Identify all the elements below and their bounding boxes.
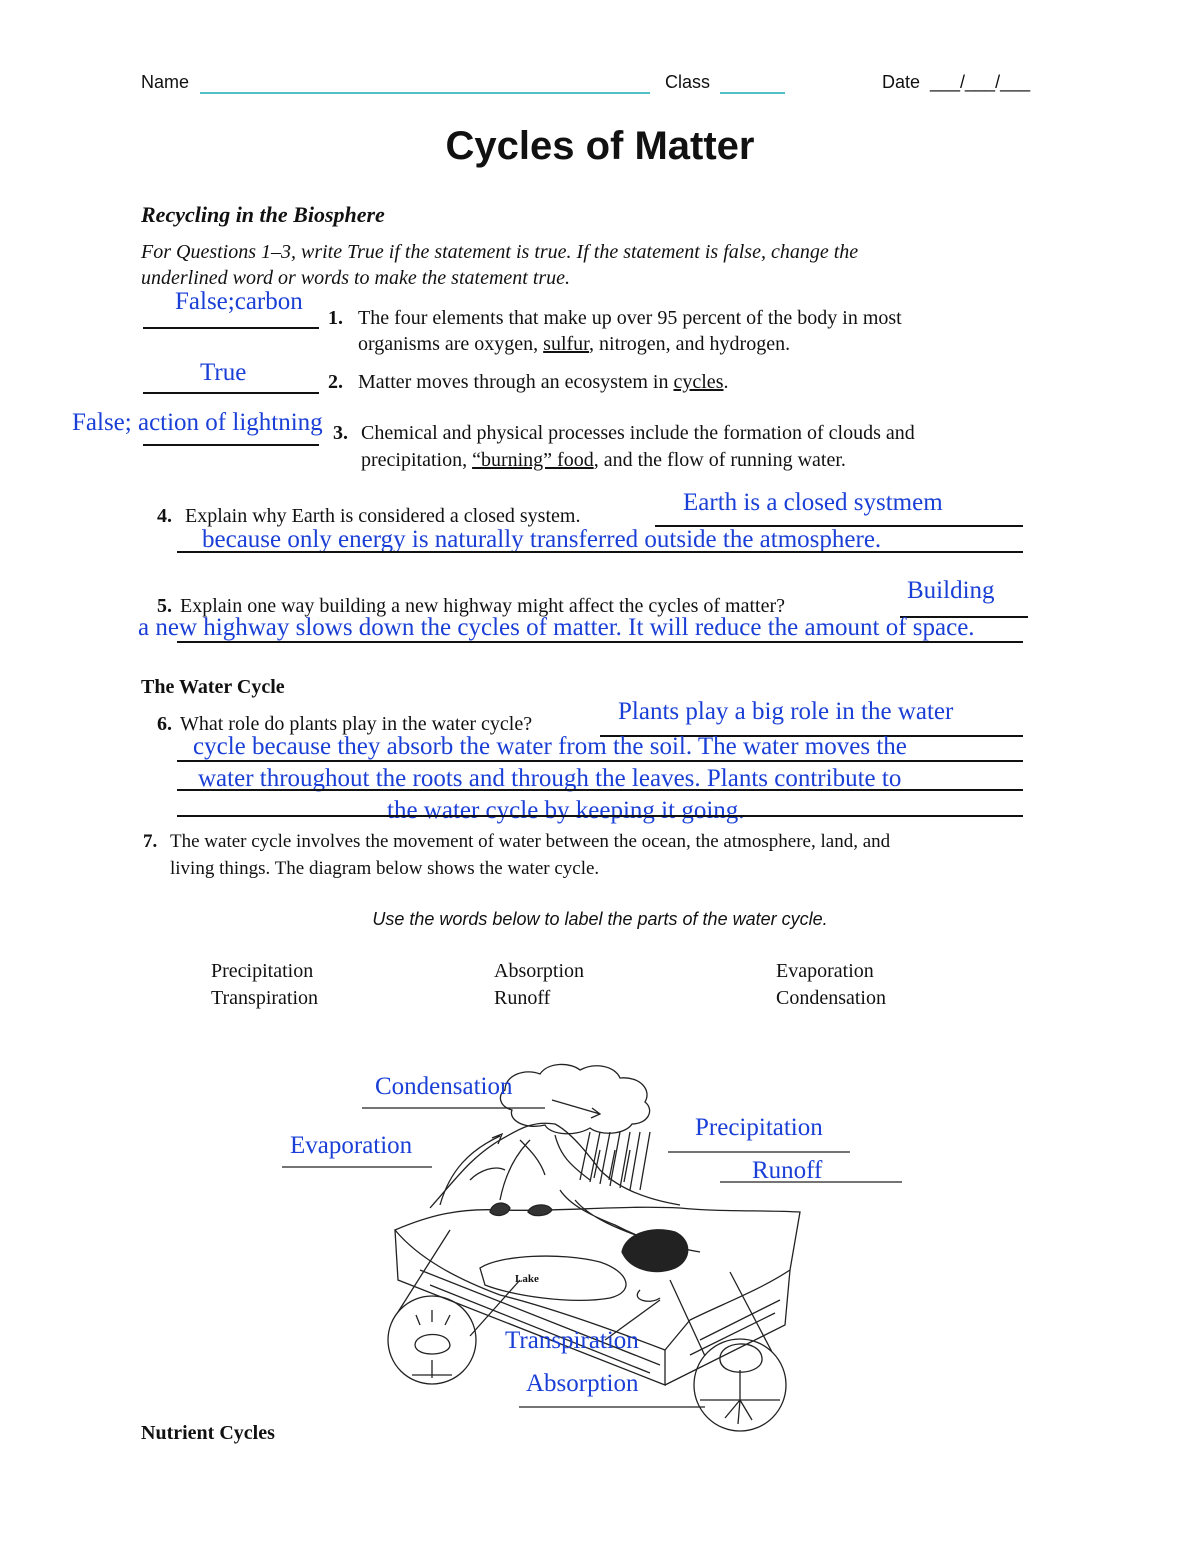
- q6-answer-line-3[interactable]: water throughout the roots and through the leaves. Plants contribute to: [198, 765, 902, 792]
- class-label: Class: [665, 72, 711, 92]
- right-zoom-tree-icon: [700, 1344, 780, 1424]
- q6-text: What role do plants play in the water cycle?: [180, 713, 533, 735]
- instructions-line-2: underlined word or words to make the statement true.: [141, 267, 571, 289]
- q2-answer[interactable]: True: [200, 359, 247, 386]
- q4-answer-line-2[interactable]: because only energy is naturally transferred outside the atmosphere.: [202, 526, 882, 553]
- q3-text-line-1: Chemical and physical processes include the formation of clouds and: [361, 422, 915, 444]
- q5-answer-line-2[interactable]: a new highway slows down the cycles of matter. It will reduce the amount of space.: [138, 614, 975, 641]
- word-bank-item: Absorption: [494, 960, 584, 982]
- q4-text: Explain why Earth is considered a closed system.: [185, 505, 581, 527]
- q6-answer-line-2[interactable]: cycle because they absorb the water from the soil. The water moves the: [193, 733, 907, 760]
- groundwater-arrow-icon: [637, 1290, 660, 1301]
- tree-cluster-icon: [490, 1203, 552, 1216]
- q6-answer-line-4[interactable]: the water cycle by keeping it going.: [387, 797, 745, 824]
- label-precipitation[interactable]: Precipitation: [695, 1114, 823, 1141]
- word-bank-item: Runoff: [494, 987, 551, 1009]
- section-heading-recycling: Recycling in the Biosphere: [141, 202, 385, 227]
- instructions-line-1: For Questions 1–3, write True if the statement is true. If the statement is false, change the: [141, 241, 859, 263]
- lake-shape: [480, 1256, 626, 1300]
- label-runoff[interactable]: Runoff: [752, 1157, 823, 1184]
- class-field-line[interactable]: [720, 92, 785, 94]
- left-zoom-tree-icon: [412, 1310, 452, 1378]
- word-bank-item: Precipitation: [211, 960, 314, 982]
- q2-answer-line: [143, 392, 319, 394]
- label-condensation[interactable]: Condensation: [375, 1073, 513, 1100]
- forest-icon: [622, 1230, 688, 1272]
- q3-answer-line: [143, 444, 319, 446]
- q6-line-3: [177, 789, 1023, 791]
- name-label: Name: [141, 72, 190, 92]
- date-blank[interactable]: ___/___/___: [930, 72, 1031, 92]
- page-title: Cycles of Matter: [445, 124, 755, 168]
- q2-text: Matter moves through an ecosystem in cycles.: [358, 371, 729, 393]
- q3-answer[interactable]: False; action of lightning: [72, 409, 323, 436]
- q1-text-line-2: organisms are oxygen, sulfur, nitrogen, and hydrogen.: [358, 333, 791, 355]
- label-evaporation[interactable]: Evaporation: [290, 1132, 413, 1159]
- rain-icon: [580, 1132, 650, 1190]
- q6-answer-line-1[interactable]: Plants play a big role in the water: [618, 698, 954, 725]
- q6-line-4: [177, 815, 1023, 817]
- lake-label: Lake: [515, 1273, 539, 1285]
- section-heading-water-cycle: The Water Cycle: [141, 676, 285, 698]
- date-label: Date: [882, 72, 921, 92]
- word-bank-item: Evaporation: [776, 960, 874, 982]
- q7-number: 7.: [143, 831, 158, 852]
- q5-number: 5.: [157, 595, 172, 617]
- q1-number: 1.: [328, 307, 343, 329]
- q2-number: 2.: [328, 371, 343, 393]
- q1-answer-line: [143, 327, 319, 329]
- q7-text-line-2: living things. The diagram below shows the water cycle.: [170, 858, 600, 879]
- wind-arrow-icon: [552, 1100, 600, 1118]
- land-strata: [420, 1270, 780, 1373]
- q5-text: Explain one way building a new highway might affect the cycles of matter?: [180, 595, 785, 617]
- q6-line-2: [177, 760, 1023, 762]
- q5-answer-line-1[interactable]: Building: [907, 577, 995, 604]
- q1-answer[interactable]: False;carbon: [175, 288, 303, 315]
- q4-number: 4.: [157, 505, 172, 527]
- q4-line-2: [177, 551, 1023, 553]
- q3-number: 3.: [333, 422, 348, 444]
- q7-text-line-1: The water cycle involves the movement of water between the ocean, the atmosphere, land, and: [170, 831, 891, 852]
- word-bank-item: Transpiration: [211, 987, 319, 1009]
- q6-number: 6.: [157, 713, 172, 735]
- word-bank-instruction: Use the words below to label the parts of the water cycle.: [372, 909, 828, 929]
- word-bank-item: Condensation: [776, 987, 886, 1009]
- q5-line-2: [177, 641, 1023, 643]
- label-transpiration[interactable]: Transpiration: [505, 1327, 639, 1354]
- q3-text-line-2: precipitation, “burning” food, and the flow of running water.: [361, 449, 846, 471]
- section-heading-nutrient-cycles: Nutrient Cycles: [141, 1422, 275, 1444]
- q1-text-line-1: The four elements that make up over 95 percent of the body in most: [358, 307, 902, 329]
- label-absorption[interactable]: Absorption: [526, 1370, 639, 1397]
- cloud-shape: [500, 1064, 649, 1133]
- q4-answer-line-1[interactable]: Earth is a closed systmem: [683, 489, 943, 516]
- name-field-line[interactable]: [200, 92, 650, 94]
